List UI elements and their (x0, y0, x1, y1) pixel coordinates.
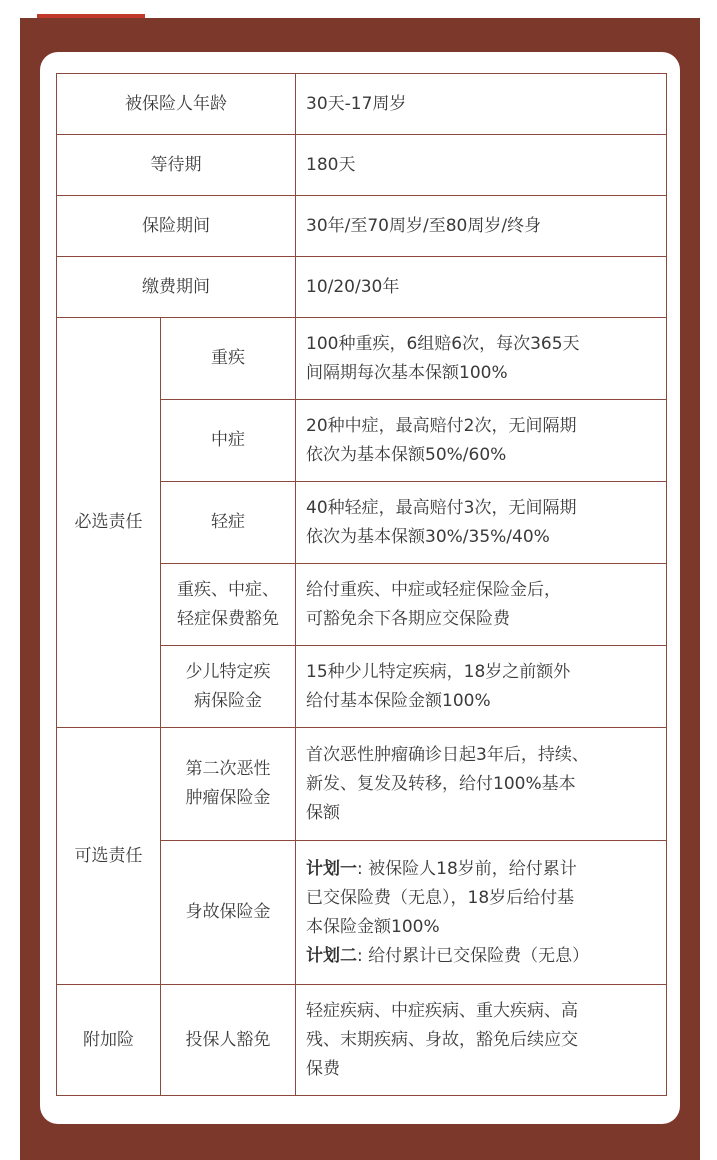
table-row-age (57, 74, 667, 135)
top-accent-bar (37, 14, 145, 18)
item-name: 中症 (161, 400, 296, 482)
table-row-second-cancer (57, 728, 667, 841)
table-row-critical (57, 318, 667, 400)
table-row-rider (57, 985, 667, 1096)
label-waiting: 等待期 (57, 135, 296, 196)
value-term: 30年/至70周岁/至80周岁/终身 (296, 196, 667, 257)
table-row-waiting (57, 135, 667, 196)
item-desc: 40种轻症，最高赔付3次，无间隔期 依次为基本保额30%/35%/40% (296, 482, 667, 564)
item-name: 身故保险金 (161, 841, 296, 985)
table-row-term (57, 196, 667, 257)
label-payment: 缴费期间 (57, 257, 296, 318)
insurance-info-table (56, 73, 667, 1096)
value-payment: 10/20/30年 (296, 257, 667, 318)
label-term: 保险期间 (57, 196, 296, 257)
item-desc: 20种中症，最高赔付2次，无间隔期 依次为基本保额50%/60% (296, 400, 667, 482)
item-desc: 首次恶性肿瘤确诊日起3年后，持续、 新发、复发及转移，给付100%基本 保额 (296, 728, 667, 841)
item-desc: 计划一: 被保险人18岁前，给付累计 已交保险费（无息），18岁后给付基 本保险金额100% 计划二: 给付累计已交保险费（无息） (296, 841, 667, 985)
item-name: 第二次恶性 肿瘤保险金 (161, 728, 296, 841)
group-optional: 可选责任 (57, 728, 161, 985)
item-name: 少儿特定疾 病保险金 (161, 646, 296, 728)
item-name: 重疾 (161, 318, 296, 400)
item-desc: 给付重疾、中症或轻症保险金后， 可豁免余下各期应交保险费 (296, 564, 667, 646)
group-required: 必选责任 (57, 318, 161, 728)
item-desc: 15种少儿特定疾病，18岁之前额外 给付基本保险金额100% (296, 646, 667, 728)
group-rider: 附加险 (57, 985, 161, 1096)
item-name: 重疾、中症、 轻症保费豁免 (161, 564, 296, 646)
value-waiting: 180天 (296, 135, 667, 196)
item-desc: 100种重疾，6组赔6次，每次365天 间隔期每次基本保额100% (296, 318, 667, 400)
item-desc: 轻症疾病、中症疾病、重大疾病、高 残、末期疾病、身故，豁免后续应交 保费 (296, 985, 667, 1096)
item-name: 投保人豁免 (161, 985, 296, 1096)
value-age: 30天-17周岁 (296, 74, 667, 135)
item-name: 轻症 (161, 482, 296, 564)
label-age: 被保险人年龄 (57, 74, 296, 135)
table-row-payment (57, 257, 667, 318)
